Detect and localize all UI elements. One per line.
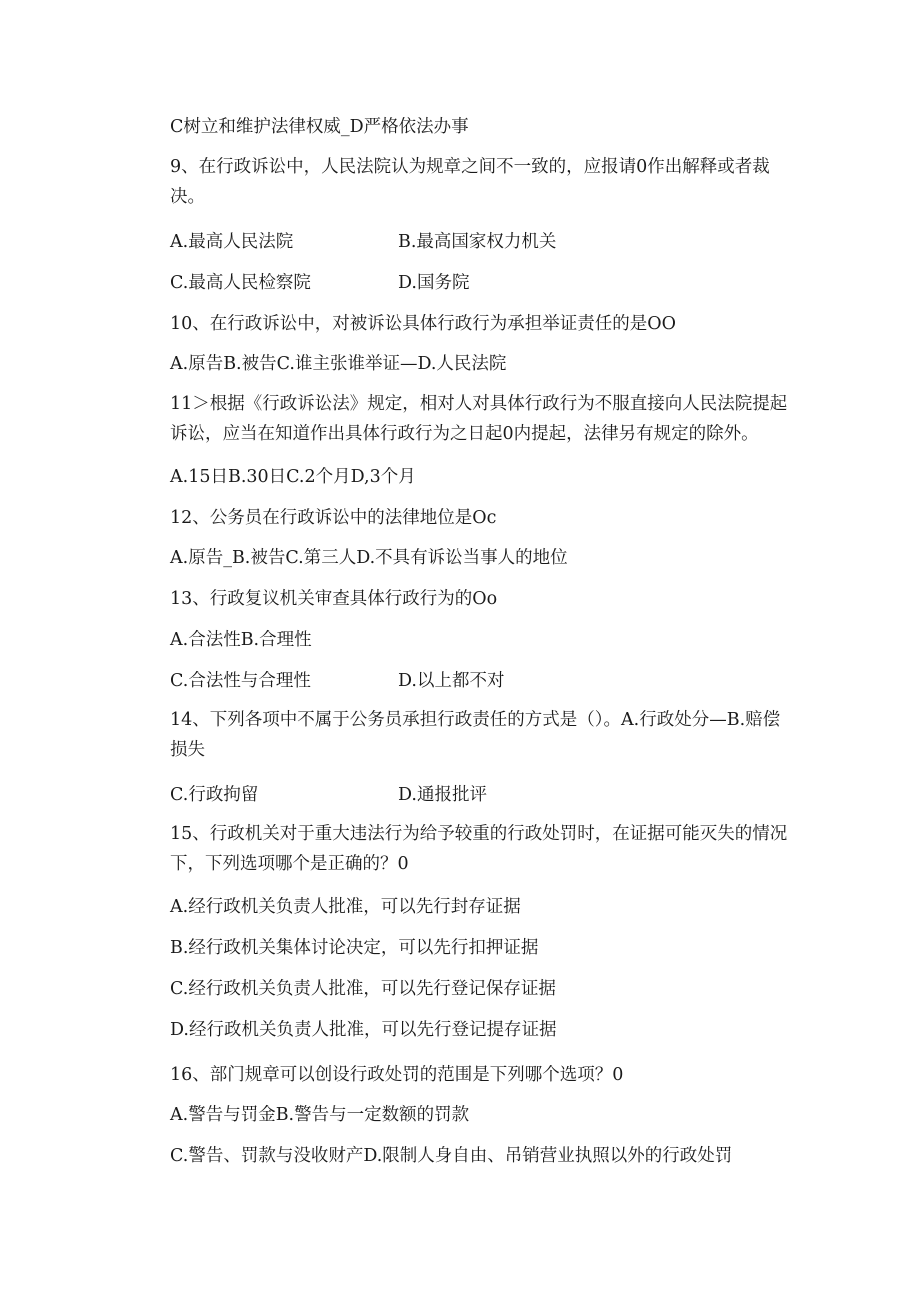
option-c: C.行政拘留 <box>170 785 259 805</box>
question-10: 10、在行政诉讼中，对被诉讼具体行政行为承担举证责任的是OO <box>170 314 676 334</box>
question-12-options: A.原告_B.被告C.第三人D.不具有诉讼当事人的地位 <box>170 548 568 568</box>
option-a: A.最高人民法院 <box>170 232 294 252</box>
option-a: A.经行政机关负责人批准，可以先行封存证据 <box>170 897 521 917</box>
option-c: C.经行政机关负责人批准，可以先行登记保存证据 <box>170 979 556 999</box>
option-line: C树立和维护法律权威_D严格依法办事 <box>170 117 469 137</box>
question-9: 9、在行政诉讼中，人民法院认为规章之间不一致的，应报请0作出解释或者裁决。 <box>170 157 770 207</box>
option-d: D.经行政机关负责人批准，可以先行登记提存证据 <box>170 1020 557 1040</box>
option-c: C.最高人民检察院 <box>170 273 311 293</box>
option-d: D.以上都不对 <box>398 671 505 691</box>
option-c: C.合法性与合理性 <box>170 671 311 691</box>
question-10-options: A.原告B.被告C.谁主张谁举证—D.人民法院 <box>170 354 507 374</box>
question-11: 11＞根据《行政诉讼法》规定，相对人对具体行政行为不服直接向人民法院提起诉讼，应当在知道作出具体行政行为之日起0内提起，法律另有规定的除外。 <box>170 394 788 444</box>
question-11-options: A.15日B.30日C.2个月D,3个月 <box>170 467 416 487</box>
option-d: D.国务院 <box>398 273 470 293</box>
question-16: 16、部门规章可以创设行政处罚的范围是下列哪个选项？0 <box>170 1065 624 1085</box>
question-12: 12、公务员在行政诉讼中的法律地位是Oc <box>170 508 497 528</box>
question-16-options-cd: C.警告、罚款与没收财产D.限制人身自由、吊销营业执照以外的行政处罚 <box>170 1146 733 1166</box>
option-d: D.通报批评 <box>398 785 487 805</box>
question-15: 15、行政机关对于重大违法行为给予较重的行政处罚时，在证据可能灭失的情况下，下列选项哪个是正确的？0 <box>170 824 788 874</box>
question-16-options-ab: A.警告与罚金B.警告与一定数额的罚款 <box>170 1105 470 1125</box>
question-14: 14、下列各项中不属于公务员承担行政责任的方式是（）。A.行政处分—B.赔偿损失 <box>170 710 781 760</box>
option-b: B.经行政机关集体讨论决定，可以先行扣押证据 <box>170 938 539 958</box>
question-13-options-ab: A.合法性B.合理性 <box>170 630 312 650</box>
question-13: 13、行政复议机关审查具体行政行为的Oo <box>170 589 498 609</box>
option-b: B.最高国家权力机关 <box>398 232 557 252</box>
